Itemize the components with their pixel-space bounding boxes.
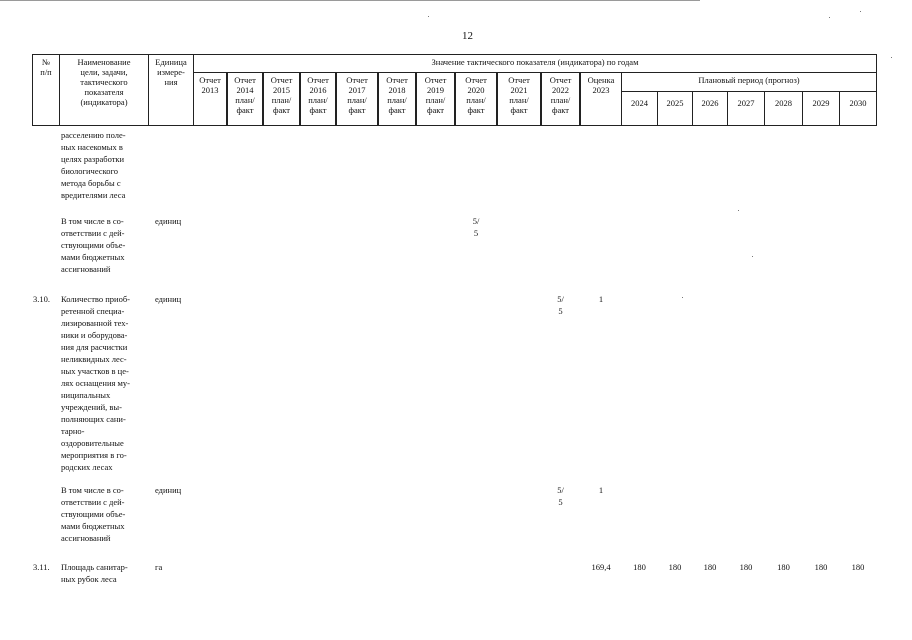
scan-speck	[860, 11, 861, 12]
header-name: Наименование цели, задачи, тактического показателя (индикатора)	[59, 54, 149, 126]
header-year-3: Отчет 2016 план/ факт	[300, 72, 336, 126]
row-value-2027: 180	[739, 562, 753, 572]
row-indicator-name: Площадь санитар- ных рубок леса	[61, 562, 128, 584]
row-value-2020: 5/ 5	[472, 216, 480, 238]
header-plan-year-2028: 2028	[764, 91, 803, 126]
row-unit: единиц	[155, 216, 182, 226]
scan-top-edge	[0, 0, 700, 1]
scan-speck	[738, 210, 739, 211]
header-year-4: Отчет 2017 план/ факт	[336, 72, 378, 126]
row-indicator-name: В том числе в со- ответствии с дей- ствующими объе- мами бюджетных ассигнований	[61, 485, 126, 543]
header-plan-year-2027: 2027	[727, 91, 765, 126]
row-indicator-name: Количество приоб- ретенной специа- лизированной тех- ники и оборудова- ния для расчистки неликвидных лес- ных участков в це- лях оснащения му- ниципальных учреждений, вы- полняющих сани- тарно- оздоровительные мероприятия в го- родских лесах	[61, 294, 131, 472]
header-year-1: Отчет 2014 план/ факт	[227, 72, 263, 126]
row-unit: единиц	[155, 294, 182, 304]
row-indicator-name: расселению поле- ных насекомых в целях разработки биологического метода борьбы с вредителями леса	[61, 130, 126, 200]
header-plan-year-2026: 2026	[692, 91, 728, 126]
scan-speck	[752, 256, 753, 257]
row-number: 3.11.	[33, 562, 50, 572]
row-value-2030: 180	[851, 562, 865, 572]
header-num: № п/п	[32, 54, 60, 126]
row-value-2023: 1	[598, 294, 604, 304]
row-value-2025: 180	[668, 562, 682, 572]
header-unit: Единица измере- ния	[148, 54, 194, 126]
row-value-2023: 169,4	[591, 562, 611, 572]
scan-speck	[682, 297, 683, 298]
row-value-2024: 180	[633, 562, 646, 572]
row-value-2023: 1	[598, 485, 604, 495]
row-unit: га	[155, 562, 163, 572]
header-year-9: Отчет 2022 план/ факт	[541, 72, 580, 126]
header-year-10: Оценка 2023	[580, 72, 622, 126]
row-value-2028: 180	[777, 562, 790, 572]
header-plan-year-2024: 2024	[621, 91, 658, 126]
scan-speck	[428, 16, 429, 17]
header-year-8: Отчет 2021 план/ факт	[497, 72, 541, 126]
row-indicator-name: В том числе в со- ответствии с дей- ствующими объе- мами бюджетных ассигнований	[61, 216, 126, 274]
row-number: 3.10.	[33, 294, 50, 304]
row-value-2022: 5/ 5	[557, 485, 564, 507]
row-value-2026: 180	[703, 562, 717, 572]
page-number: 12	[462, 30, 473, 42]
header-plan-year-2030: 2030	[839, 91, 877, 126]
header-plan-year-2029: 2029	[802, 91, 840, 126]
header-forecast: Плановый период (прогноз)	[621, 72, 877, 92]
scan-speck	[891, 57, 892, 58]
row-value-2029: 180	[814, 562, 828, 572]
header-year-5: Отчет 2018 план/ факт	[378, 72, 416, 126]
header-year-0: Отчет 2013	[193, 72, 227, 126]
header-group: Значение тактического показателя (индикатора) по годам	[193, 54, 877, 73]
row-value-2022: 5/ 5	[557, 294, 564, 316]
header-plan-year-2025: 2025	[657, 91, 693, 126]
row-unit: единиц	[155, 485, 182, 495]
header-year-6: Отчет 2019 план/ факт	[416, 72, 455, 126]
header-year-7: Отчет 2020 план/ факт	[455, 72, 497, 126]
scan-speck	[829, 17, 830, 18]
header-year-2: Отчет 2015 план/ факт	[263, 72, 300, 126]
